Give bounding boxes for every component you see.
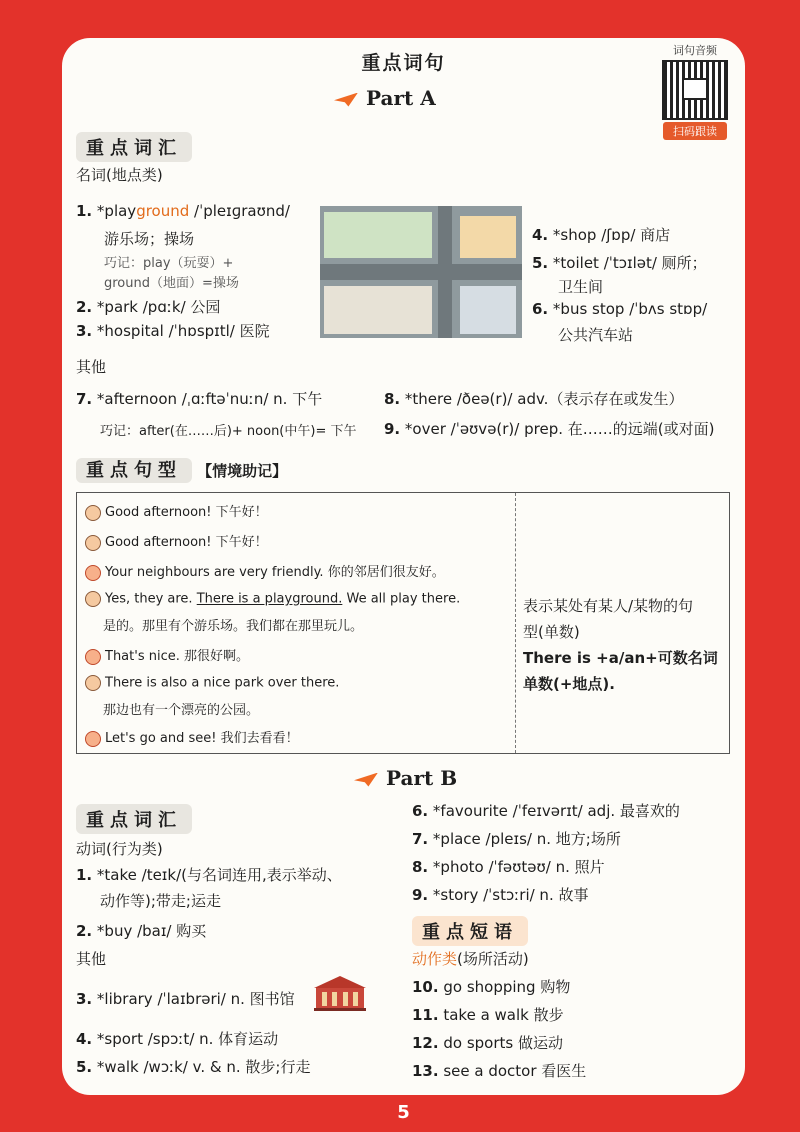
boy-face-icon: [85, 591, 101, 607]
qr-code-icon[interactable]: [662, 60, 728, 120]
boy-face-icon: [85, 675, 101, 691]
girl-face-icon: [85, 649, 101, 665]
dialog-line-2: [85, 531, 268, 551]
others-label-a: 其他: [76, 358, 107, 376]
phrase-11-num: 11.: [412, 1006, 439, 1024]
b-word-6-text: *favourite /ˈfeɪvərɪt/ adj. 最喜欢的: [432, 802, 680, 820]
b-word-2-num: 2.: [76, 922, 93, 940]
word-1-meaning: 游乐场；操场: [104, 230, 195, 248]
b-word-7: [412, 828, 621, 849]
b-word-3-text: *library /ˈlaɪbrəri/ n. 图书馆: [96, 990, 295, 1008]
library-icon: [312, 974, 368, 1012]
sentences-tag: 重点句型: [76, 458, 192, 483]
word-7: [76, 388, 322, 409]
action-label-sub: (场所活动): [457, 950, 529, 968]
page-number: 5: [397, 1102, 410, 1123]
grammar-note-4: 单数(+地点).: [523, 675, 615, 693]
dialog-en-4b: We all play there.: [342, 591, 461, 607]
phrase-11: [412, 1004, 564, 1025]
part-a-title: Part A: [366, 86, 436, 110]
word-8-text: *there /ðeə(r)/ adv.（表示存在或发生）: [404, 390, 684, 408]
word-3: [76, 320, 270, 341]
phrase-13-text: see a doctor 看医生: [443, 1062, 587, 1080]
b-word-2: [76, 920, 206, 941]
b-word-5: [76, 1056, 310, 1077]
word-8: [384, 388, 683, 409]
town-map-illustration: [320, 206, 522, 338]
word-6-num: 6.: [532, 300, 549, 318]
word-1-tip-line2: ground（地面）=操场: [104, 276, 239, 291]
b-word-9-num: 9.: [412, 886, 429, 904]
word-1-part-a: *play: [96, 202, 137, 220]
dialog-line-4: [85, 591, 460, 607]
b-word-9: [412, 884, 588, 905]
b-word-7-text: *place /pleɪs/ n. 地方;场所: [432, 830, 621, 848]
word-1: [76, 202, 290, 220]
paper-plane-icon: [354, 773, 378, 787]
word-9: [384, 418, 714, 439]
word-4-text: *shop /ʃɒp/ 商店: [552, 226, 671, 244]
dialog-divider: [515, 493, 516, 753]
word-6: [532, 300, 707, 318]
phrases-tag: 重点短语: [412, 916, 528, 946]
playground-picture: [324, 212, 432, 258]
word-6-line2: 公共汽车站: [558, 326, 634, 344]
b-word-8: [412, 856, 605, 877]
phrase-12-text: do sports 做运动: [443, 1034, 563, 1052]
others-label-b: 其他: [76, 950, 107, 968]
dialog-en-6: There is also a nice park over there.: [105, 675, 340, 691]
shop-picture: [460, 216, 516, 258]
phrase-11-text: take a walk 散步: [443, 1006, 564, 1024]
dialog-en-5: That's nice.: [105, 649, 180, 664]
nouns-label: 名词(地点类): [76, 166, 163, 184]
b-word-1-num: 1.: [76, 866, 93, 884]
word-4: [532, 224, 670, 245]
phrase-10-num: 10.: [412, 978, 439, 996]
phrase-13-num: 13.: [412, 1062, 439, 1080]
b-word-3-num: 3.: [76, 990, 93, 1008]
word-5-text: *toilet /ˈtɔɪlət/ 厕所；: [552, 254, 707, 272]
dialog-en-4a: Yes, they are.: [105, 591, 197, 607]
sentences-subtitle: 【情境助记】: [197, 462, 288, 480]
dialog-zh-3: 你的邻居们很友好。: [327, 565, 445, 580]
b-word-3: [76, 988, 295, 1009]
b-word-5-text: *walk /wɔːk/ v. & n. 散步;行走: [96, 1058, 311, 1076]
part-b-vocab-tag: 重点词汇: [76, 804, 192, 834]
b-word-1-text: *take /teɪk/(与名词连用,表示举动、: [96, 866, 342, 884]
word-1-num: 1.: [76, 202, 93, 220]
word-2: [76, 296, 220, 317]
dialog-en-4-underlined: There is a playground.: [196, 591, 343, 607]
dialog-line-5: [85, 645, 249, 665]
page-sheet: [62, 38, 745, 1123]
phrase-12: [412, 1032, 563, 1053]
b-word-4-num: 4.: [76, 1030, 93, 1048]
qr-scan-label: 扫码跟读: [663, 122, 727, 140]
phrase-10-text: go shopping 购物: [443, 978, 571, 996]
verbs-label: 动词(行为类): [76, 840, 163, 858]
b-word-6: [412, 800, 680, 821]
dialog-line-7: [85, 727, 299, 747]
dialog-en-2: Good afternoon!: [105, 535, 212, 550]
b-word-4-text: *sport /spɔːt/ n. 体育运动: [96, 1030, 279, 1048]
phrase-13: [412, 1060, 586, 1081]
boy-face-icon: [85, 505, 101, 521]
word-9-text: *over /ˈəʊvə(r)/ prep. 在……的远端(或对面): [404, 420, 715, 438]
word-5-line2: 卫生间: [558, 278, 604, 296]
hospital-picture: [324, 286, 432, 334]
word-9-num: 9.: [384, 420, 401, 438]
qr-block[interactable]: [659, 42, 731, 140]
grammar-note-1: 表示某处有某人/某物的句: [523, 597, 694, 615]
dialog-zh-5: 那很好啊。: [184, 649, 250, 664]
dialog-en-7: Let's go and see!: [105, 731, 217, 746]
dialog-line-6: [85, 675, 339, 691]
qr-label: 词句音频: [673, 44, 717, 57]
word-5-num: 5.: [532, 254, 549, 272]
b-word-8-text: *photo /ˈfəʊtəʊ/ n. 照片: [432, 858, 605, 876]
b-word-6-num: 6.: [412, 802, 429, 820]
b-word-1: [76, 864, 342, 885]
word-2-text: *park /pɑːk/ 公园: [96, 298, 221, 316]
girl-face-icon: [85, 731, 101, 747]
phrase-10: [412, 976, 570, 997]
girl-face-icon: [85, 565, 101, 581]
action-label: [412, 948, 529, 969]
paper-plane-icon: [334, 93, 358, 107]
action-label-main: 动作类: [412, 950, 458, 968]
dialog-zh-7: 我们去看看！: [220, 731, 299, 746]
phrase-12-num: 12.: [412, 1034, 439, 1052]
word-5: [532, 252, 707, 273]
dialog-line-1: [85, 501, 268, 521]
word-3-num: 3.: [76, 322, 93, 340]
sentences-heading: [76, 456, 287, 482]
dialog-zh-2: 下午好！: [215, 535, 268, 550]
b-word-9-text: *story /ˈstɔːri/ n. 故事: [432, 886, 589, 904]
word-7-tip: 巧记：after(在……后)+ noon(中午)= 下午: [100, 424, 357, 439]
word-1-phonetic: /ˈpleɪɡraʊnd/: [194, 202, 290, 220]
dialog-zh-1: 下午好！: [215, 505, 268, 520]
dialog-zh-6: 那边也有一个漂亮的公园。: [103, 703, 260, 718]
toilet-picture: [460, 286, 516, 334]
word-1-tip-line1: 巧记：play（玩耍）+: [104, 256, 234, 271]
word-7-text: *afternoon /ˌɑːftəˈnuːn/ n. 下午: [96, 390, 323, 408]
word-1-part-b: ground: [136, 202, 190, 220]
b-word-7-num: 7.: [412, 830, 429, 848]
grammar-note-2: 型(单数): [523, 623, 580, 641]
word-4-num: 4.: [532, 226, 549, 244]
dialog-zh-4: 是的。那里有个游乐场。我们都在那里玩儿。: [103, 619, 364, 634]
part-a-heading: [334, 86, 436, 110]
part-b-title: Part B: [386, 766, 458, 790]
word-6-text: *bus stop /ˈbʌs stɒp/: [552, 300, 708, 318]
word-3-text: *hospital /ˈhɒspɪtl/ 医院: [96, 322, 270, 340]
dialog-en-1: Good afternoon!: [105, 505, 212, 520]
word-8-num: 8.: [384, 390, 401, 408]
word-7-num: 7.: [76, 390, 93, 408]
b-word-5-num: 5.: [76, 1058, 93, 1076]
boy-face-icon: [85, 535, 101, 551]
b-word-8-num: 8.: [412, 858, 429, 876]
grammar-note-3: There is +a/an+可数名词: [523, 649, 718, 667]
part-b-heading: [354, 766, 457, 790]
dialog-box: [76, 492, 730, 754]
dialog-en-3: Your neighbours are very friendly.: [105, 565, 324, 580]
b-word-1-line2: 动作等);带走;运走: [100, 892, 221, 910]
b-word-4: [76, 1028, 278, 1049]
page-title: 重点词句: [361, 52, 446, 74]
dialog-line-3: [85, 561, 445, 581]
word-2-num: 2.: [76, 298, 93, 316]
b-word-2-text: *buy /baɪ/ 购买: [96, 922, 207, 940]
part-a-vocab-tag: 重点词汇: [76, 132, 192, 162]
